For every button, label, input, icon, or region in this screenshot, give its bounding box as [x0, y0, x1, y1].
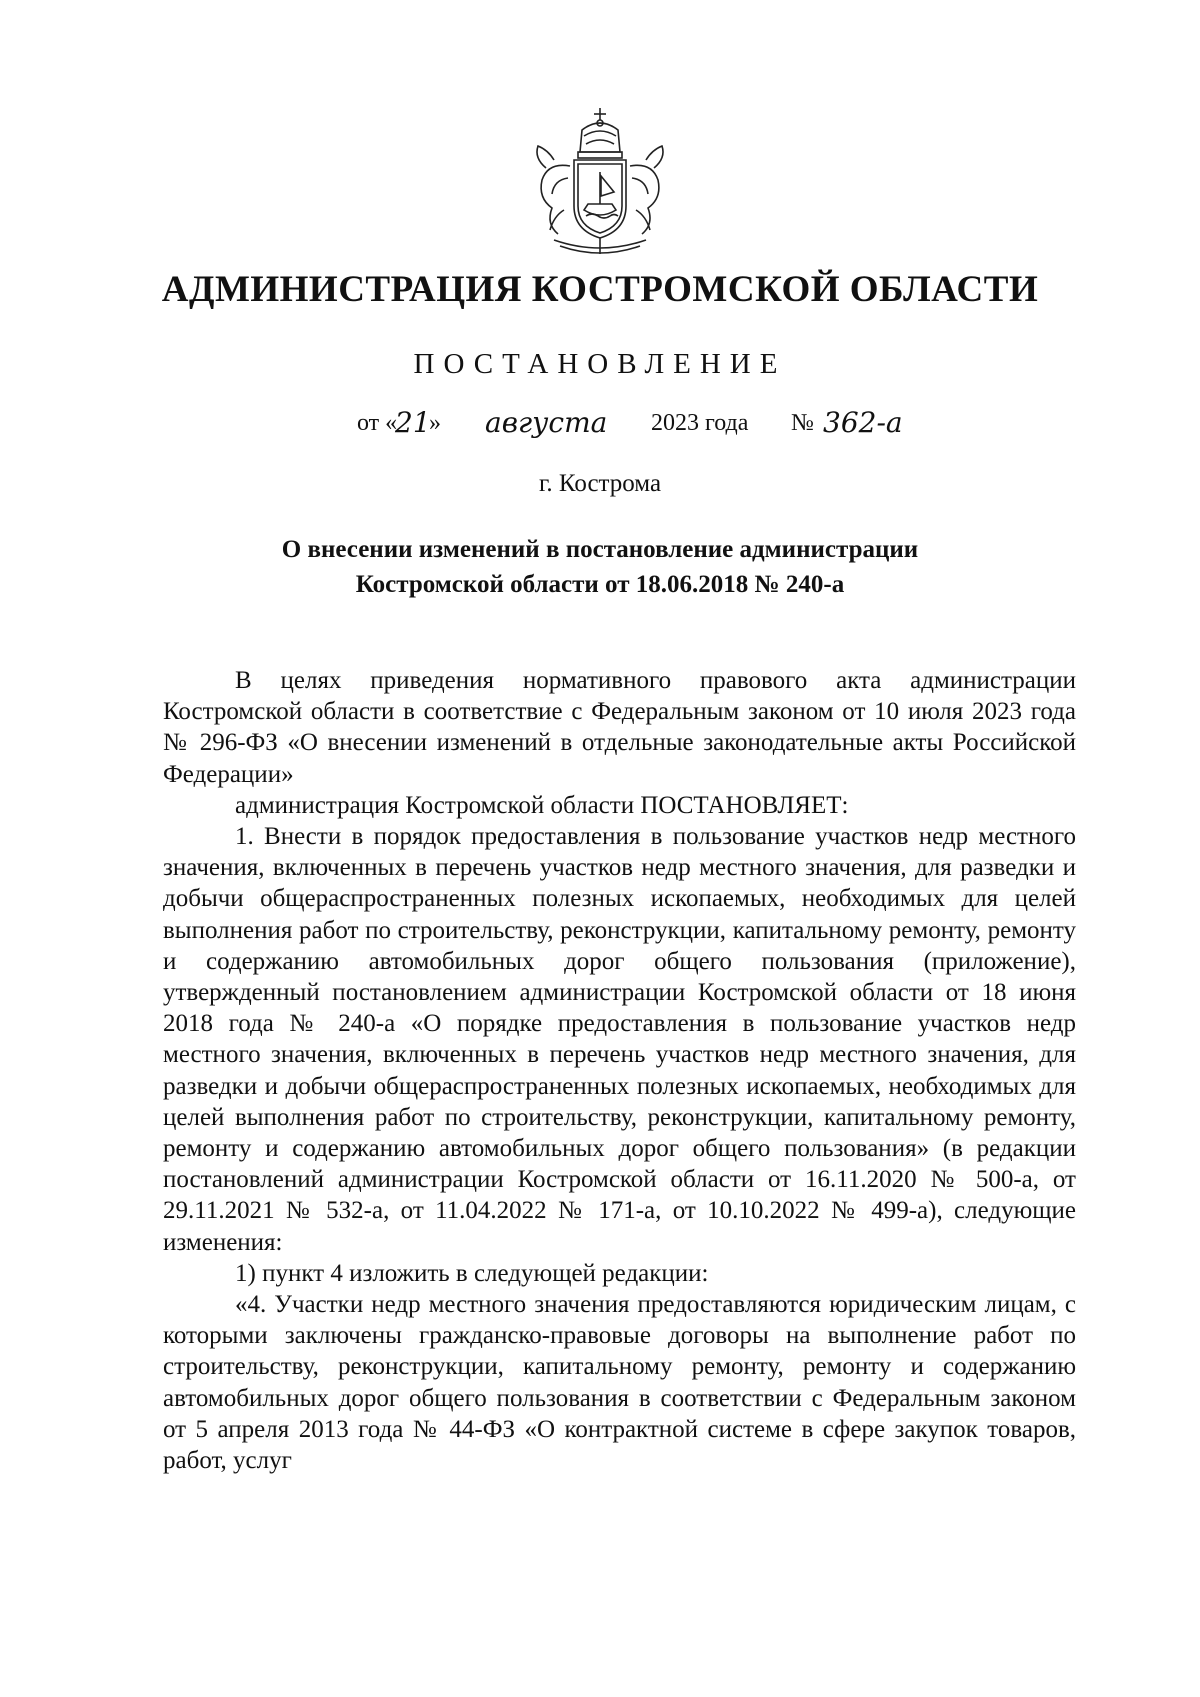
document-subject: [0, 532, 1200, 602]
body-paragraph-subitem-1: 1) пункт 4 изложить в следующей редакции:: [235, 1259, 709, 1287]
date-year: 2023 года: [651, 410, 749, 436]
organization-name: АДМИНИСТРАЦИЯ КОСТРОМСКОЙ ОБЛАСТИ: [161, 269, 1039, 310]
body-paragraph-preamble: В целях приведения нормативного правового акта администрации Костромской области в соответствие с Федеральным законом от 10 июля 2023 года № 296-ФЗ «О внесении изменений в отдельные законодательные акты Российской Федерации»: [163, 667, 1076, 788]
date-number-line: [357, 406, 1057, 446]
document-body: [163, 665, 1076, 1476]
body-paragraph-clause-4: «4. Участки недр местного значения предоставляются юридическим лицам, с которыми заключены гражданско-правовые договоры на выполнение работ по строительству, реконструкции, капитальному ремонту, ремонту и содержанию автомобильных дорог общего пользования в соответствии с Федеральным законом от 5 апреля 2013 года № 44-ФЗ «О контрактной системе в сфере закупок товаров, работ, услуг: [163, 1291, 1076, 1475]
date-prefix: от «: [357, 410, 398, 436]
city: г. Кострома: [538, 470, 662, 497]
document-number: 362-а: [823, 406, 903, 439]
document-type: ПОСТАНОВЛЕНИЕ: [413, 348, 787, 380]
body-paragraph-resolves: администрация Костромской области ПОСТАНОВЛЯЕТ:: [235, 791, 849, 819]
date-close-quote: »: [429, 410, 441, 436]
subject-line-2: Костромской области от 18.06.2018 № 240-а: [355, 571, 845, 598]
number-sign: №: [791, 410, 814, 436]
date-day: 21: [395, 406, 431, 439]
date-month: августа: [485, 406, 608, 439]
subject-line-1: О внесении изменений в постановление администрации: [281, 536, 919, 563]
body-paragraph-item-1: 1. Внести в порядок предоставления в пользование участков недр местного значения, включенных в перечень участков недр местного значения, для разведки и добычи общераспространенных полезных ископаемых, необходимых для целей выполнения работ по строительству, реконструкции, капитальному ремонту, ремонту и содержанию автомобильных дорог общего пользования (приложение), утвержденный постановлением администрации Костромской области от 18 июня 2018 года № 240-а «О порядке предоставления в пользование участков недр местного значения, включенных в перечень участков недр местного значения, для разведки и добычи общераспространенных полезных ископаемых, необходимых для целей выполнения работ по строительству, реконструкции, капитальному ремонту, ремонту и содержанию автомобильных дорог общего пользования» (в редакции постановлений администрации Костромской области от 16.11.2020 № 500-а, от 29.11.2021 № 532-а, от 11.04.2022 № 171-а, от 10.10.2022 № 499-а), следующие изменения:: [163, 823, 1076, 1256]
kostroma-coat-of-arms-icon: [524, 106, 676, 260]
